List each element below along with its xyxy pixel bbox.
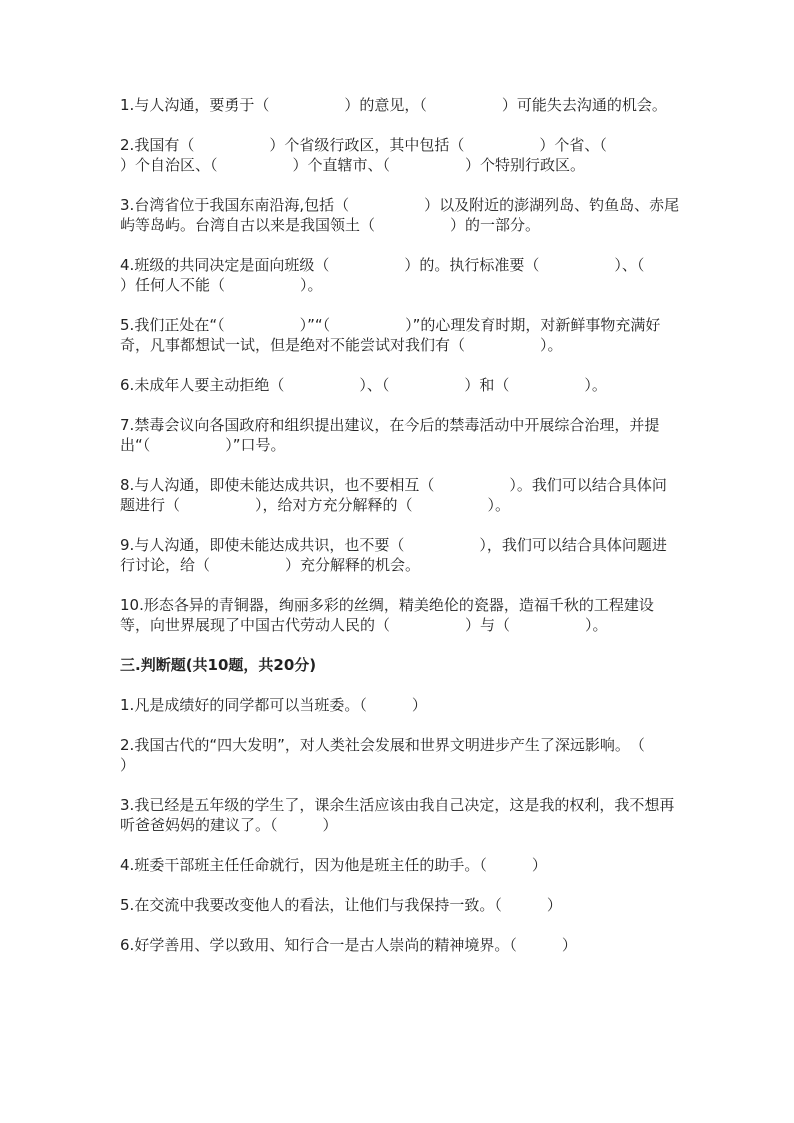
question-item: 3.台湾省位于我国东南沿海,包括（ ）以及附近的澎湖列岛、钓鱼岛、赤尾屿等岛屿。台湾自古以来是我国领土（ ）的一部分。: [120, 196, 680, 234]
question-item: 3.我已经是五年级的学生了，课余生活应该由我自己决定，这是我的权利，我不想再听爸爸妈妈的建议了。（ ）: [120, 796, 675, 834]
fill-blank-section: [120, 95, 720, 635]
question-item: 4.班委干部班主任任命就行，因为他是班主任的助手。（ ）: [120, 856, 547, 874]
question-item: 1.与人沟通，要勇于（ ）的意见，（ ）可能失去沟通的机会。: [120, 96, 667, 114]
section-title: 三.判断题(共10题，共20分): [120, 656, 317, 674]
question-item: 6.未成年人要主动拒绝（ ）、（ ）和（ ）。: [120, 376, 607, 394]
question-item: 2.我国有（ ）个省级行政区，其中包括（ ）个省、（ ）个自治区、（ ）个直辖市、（ ）个特别行政区。: [120, 136, 682, 174]
question-item: 6.好学善用、学以致用、知行合一是古人崇尚的精神境界。（ ）: [120, 936, 577, 954]
question-item: 5.在交流中我要改变他人的看法，让他们与我保持一致。（ ）: [120, 896, 562, 914]
question-item: 2.我国古代的“四大发明”，对人类社会发展和世界文明进步产生了深远影响。 （ ）: [120, 736, 690, 774]
question-item: 10.形态各异的青铜器，绚丽多彩的丝绸，精美绝伦的瓷器，造福千秋的工程建设等，向世界展现了中国古代劳动人民的（ ）与（ ）。: [120, 596, 654, 634]
question-item: 9.与人沟通，即使未能达成共识，也不要（ ），我们可以结合具体问题进行讨论，给（ ）充分解释的机会。: [120, 536, 667, 574]
question-item: 1.凡是成绩好的同学都可以当班委。（ ）: [120, 696, 427, 714]
question-item: 5.我们正处在“（ ）”“（ ）”的心理发育时期，对新鲜事物充满好奇，凡事都想试一试，但是绝对不能尝试对我们有（ ）。: [120, 316, 661, 354]
question-item: 7.禁毒会议向各国政府和组织提出建议，在今后的禁毒活动中开展综合治理，并提出“（ ）”口号。: [120, 416, 660, 454]
question-item: 8.与人沟通，即使未能达成共识，也不要相互（ ）。我们可以结合具体问题进行（ ），给对方充分解释的（ ）。: [120, 476, 667, 514]
question-item: 4.班级的共同决定是面向班级（ ）的。执行标准要（ ）、（ ）任何人不能（ ）。: [120, 256, 720, 294]
true-false-section: [120, 695, 690, 955]
document-page: [120, 95, 720, 975]
